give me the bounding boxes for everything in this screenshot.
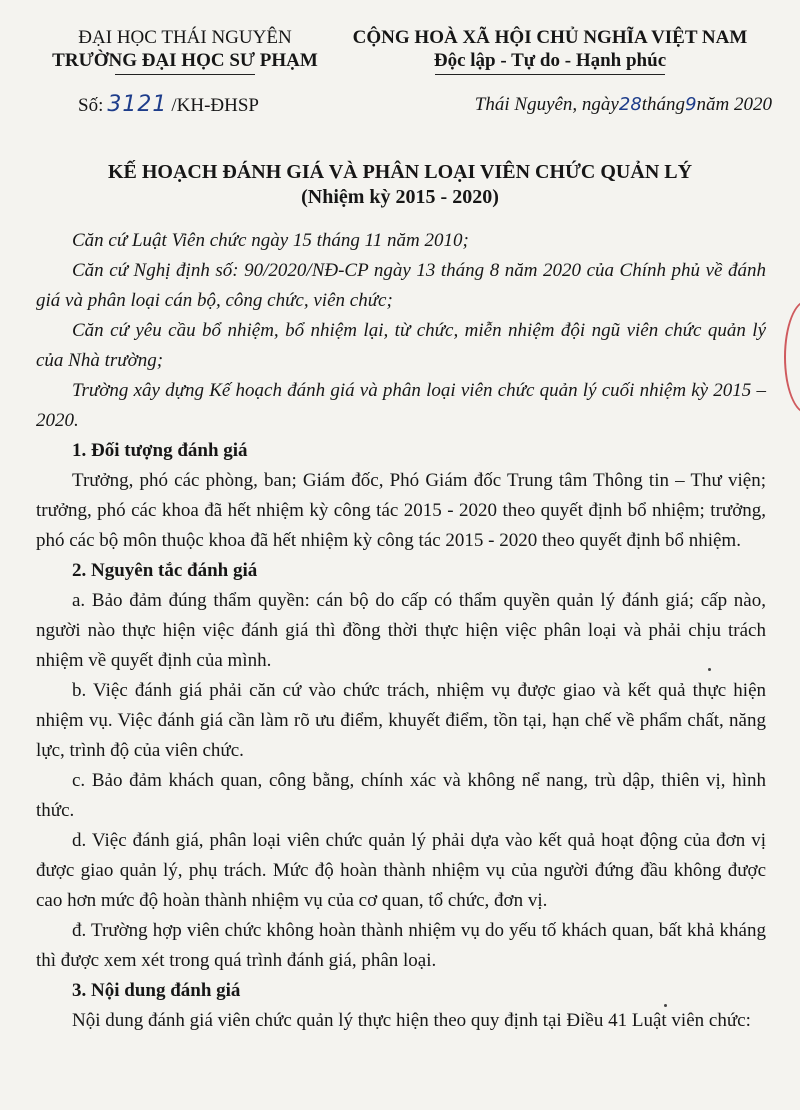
title-line: KẾ HOẠCH ĐÁNH GIÁ VÀ PHÂN LOẠI VIÊN CHỨC QUẢN LÝ bbox=[107, 161, 693, 183]
year: năm 2020 bbox=[696, 94, 772, 115]
principle-item: d. Việc đánh giá, phân loại viên chức quản lý phải dựa vào kết quả hoạt động của đơn vị được giao quản lý, phụ trách. Mức độ hoàn thành nhiệm vụ của người đứng đầu không được cao hơn mức độ hoàn thành nhiệm vụ của cơ quan, tổ chức, đơn vị. bbox=[36, 830, 766, 911]
preamble-paragraph: Trường xây dựng Kế hoạch đánh giá và phân loại viên chức quản lý cuối nhiệm kỳ 2015 – 2020. bbox=[36, 380, 766, 431]
number-suffix: /KH-ĐHSP bbox=[171, 95, 259, 116]
section-heading: 1. Đối tượng đánh giá bbox=[72, 440, 248, 461]
principle-item: c. Bảo đảm khách quan, công bằng, chính xác và không nể nang, trù dập, thiên vị, hình thức. bbox=[36, 770, 766, 821]
nation-name: CỘNG HOÀ XÃ HỘI CHỦ NGHĨA VIỆT NAM bbox=[352, 27, 748, 48]
handwritten-number: 3121 bbox=[107, 92, 168, 117]
preamble-paragraph: Căn cứ Nghị định số: 90/2020/NĐ-CP ngày 13 tháng 8 năm 2020 của Chính phủ về đánh giá và phân loại cán bộ, công chức, viên chức; bbox=[36, 260, 766, 311]
section-paragraph: Nội dung đánh giá viên chức quản lý thực hiện theo quy định tại Điều 41 Luật viên chức: bbox=[72, 1010, 751, 1031]
org-underline bbox=[115, 74, 255, 75]
principle-item: a. Bảo đảm đúng thẩm quyền: cán bộ do cấp có thẩm quyền quản lý đánh giá; cấp nào, người nào thực hiện việc đánh giá thì đồng thời thực hiện việc phân loại và phải chịu trách nhiệm về quyết định của mình. bbox=[36, 590, 766, 671]
motto: Độc lập - Tự do - Hạnh phúc bbox=[433, 50, 667, 71]
section-heading: 2. Nguyên tắc đánh giá bbox=[72, 560, 258, 581]
scan-speck bbox=[708, 668, 711, 671]
date-prefix: Thái Nguyên, ngày bbox=[474, 94, 619, 115]
motto-underline bbox=[435, 74, 665, 75]
preamble-paragraph: Căn cứ yêu cầu bổ nhiệm, bổ nhiệm lại, từ chức, miễn nhiệm đội ngũ viên chức quản lý của Nhà trường; bbox=[36, 320, 766, 371]
parent-org: ĐẠI HỌC THÁI NGUYÊN bbox=[78, 27, 292, 48]
principle-item: b. Việc đánh giá phải căn cứ vào chức trách, nhiệm vụ được giao và kết quả thực hiện nhiệm vụ. Việc đánh giá cần làm rõ ưu điểm, khuyết điểm, tồn tại, hạn chế về phẩm chất, năng lực, trình độ của viên chức. bbox=[36, 680, 766, 761]
document-title bbox=[0, 160, 800, 210]
scan-speck bbox=[664, 1004, 667, 1007]
number-label: Số: bbox=[78, 95, 104, 116]
document-body bbox=[36, 226, 766, 1036]
handwritten-month: 9 bbox=[685, 94, 697, 115]
national-motto bbox=[330, 26, 770, 75]
month-word: tháng bbox=[641, 94, 686, 115]
principle-item: đ. Trường hợp viên chức không hoàn thành nhiệm vụ do yếu tố khách quan, bất khả kháng thì được xem xét trong quá trình đánh giá, phân loại. bbox=[36, 920, 766, 971]
school-name: TRƯỜNG ĐẠI HỌC SƯ PHẠM bbox=[52, 50, 318, 71]
title-subtitle: (Nhiệm kỳ 2015 - 2020) bbox=[301, 186, 499, 208]
red-stamp-edge bbox=[784, 300, 800, 414]
section-paragraph: Trưởng, phó các phòng, ban; Giám đốc, Phó Giám đốc Trung tâm Thông tin – Thư viện; trưởng, phó các khoa đã hết nhiệm kỳ công tác 2015 - 2020 theo quyết định bổ nhiệm; trưởng, phó các bộ môn thuộc khoa đã hết nhiệm kỳ công tác 2015 - 2020 theo quyết định bổ nhiệm. bbox=[36, 470, 766, 551]
section-heading: 3. Nội dung đánh giá bbox=[72, 980, 241, 1001]
document-number bbox=[78, 92, 259, 117]
preamble-paragraph: Căn cứ Luật Viên chức ngày 15 tháng 11 năm 2010; bbox=[72, 230, 469, 251]
handwritten-day: 28 bbox=[618, 94, 642, 115]
document-date bbox=[372, 94, 772, 116]
issuing-organization bbox=[40, 26, 330, 75]
